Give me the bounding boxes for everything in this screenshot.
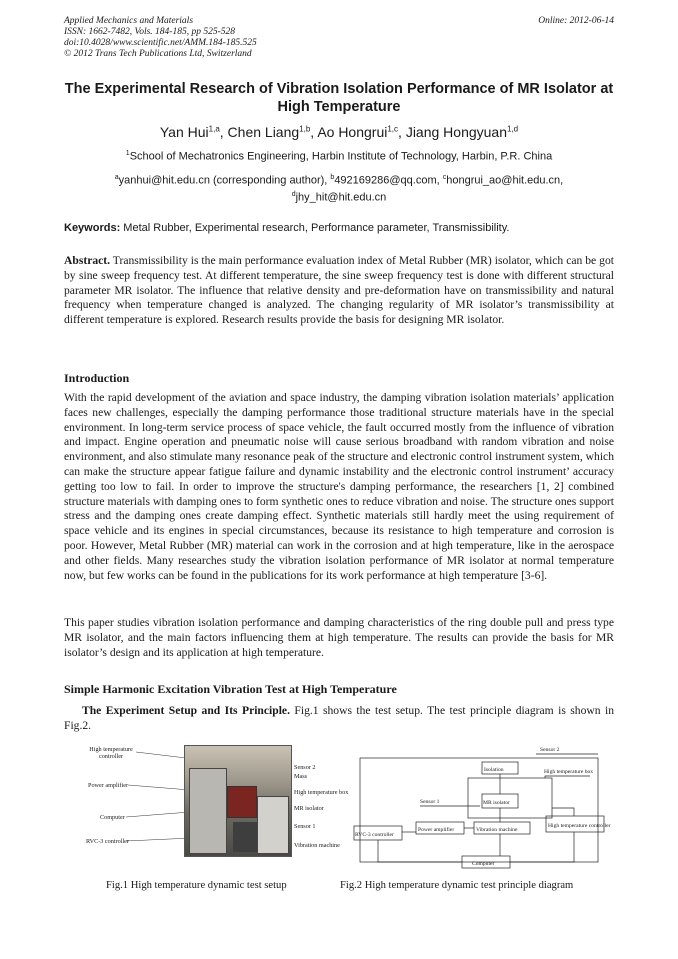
author-sup: 1,d: [507, 124, 519, 134]
fig2-label: High temperature box: [544, 769, 594, 775]
fig1-label: Power amplifier: [88, 782, 129, 789]
email-sup: a: [114, 174, 119, 181]
high-temp-box: [468, 778, 552, 818]
photo-shaker: [233, 822, 257, 852]
email-sup: c: [442, 174, 447, 181]
section-heading-introduction: Introduction: [64, 371, 130, 385]
doi-line: doi:10.4028/www.scientific.net/AMM.184-185.525: [64, 38, 257, 48]
figure-2-diagram: [350, 742, 614, 874]
journal-name: Applied Mechanics and Materials: [64, 16, 194, 26]
affiliation-sup: 1: [125, 150, 130, 157]
author-name: Chen Liang: [227, 124, 300, 140]
author-sup: 1,a: [208, 124, 220, 134]
fig1-label: Vibration machine: [294, 842, 340, 849]
section-heading-test: Simple Harmonic Excitation Vibration Test at High Temperature: [64, 682, 397, 696]
subsection-text: Fig.1 shows the test setup. The test principle diagram is shown in Fig.2.: [64, 704, 614, 732]
author-name: Jiang Hongyuan: [405, 124, 507, 140]
intro-paragraph-1: With the rapid development of the aviation and space industry, the damping vibration isolation materials’ application faces new challenges, especially the damping performance those traditional structure materials have in the special environment. In long-term service process of space vehicle, the fault occurred mostly from the influence of vibration and impact. Engine operation and pneumatic noise will cause serious broadband with random vibration and noise environment, and also stimulate many resonance peak of the structure and electronic control instrument system, which can make the structure appear fatigue failure and dynamic instability and the electronic control instrument’ accuracy getting too low to fail. In order to improve the structure's damping performance, the researchers [1, 2] combined structure materials with damping ones to form synthetic ones to reduce vibration and noise. The structure ones support stress and the damping ones create damping effect. Synthetic materials still hardly meet the using requirement of space vehicle and its engines in special circumstances, because its resistance to high temperature and corrosion is poor. However, Metal Rubber (MR) material can work in the corrosion and at high temperature, like in the aerospace and other fields. Many researches study the vibration isolation performance of MR isolator at normal temperature now, but few works can be found in the publications for its work performance at high temperature [3-6].: [64, 391, 614, 582]
photo-cabinet: [189, 768, 227, 854]
fig2-label: Power amplifier: [418, 827, 455, 833]
keywords-label: Keywords:: [64, 222, 121, 234]
subsection-label: The Experiment Setup and Its Principle.: [82, 704, 290, 717]
copyright-line: © 2012 Trans Tech Publications Ltd, Switzerland: [64, 49, 252, 59]
fig2-label: Isolation: [484, 767, 504, 773]
online-date: Online: 2012-06-14: [538, 16, 614, 26]
test-setup-photo: [184, 745, 292, 857]
photo-oven: [257, 796, 289, 854]
fig1-label: Mass: [294, 773, 308, 780]
fig1-label: Computer: [100, 814, 125, 821]
abstract-text: Transmissibility is the main performance evaluation index of Metal Rubber (MR) isolator, which can be got by sine sweep frequency test. At different temperature, the sine sweep frequency test is done with different structural parameter MR isolator. The influence that relative density and pre-deformation have on transmissibility and natural frequency when temperature changed is analyzed. The changing regularity of MR isolator’s transmissibility at different temperature is explored. Research results provide the basis for designing MR isolator.: [64, 254, 614, 327]
fig2-caption: Fig.2 High temperature dynamic test principle diagram: [340, 880, 574, 891]
author-name: Yan Hui: [159, 124, 209, 140]
fig1-label: Sensor 1: [294, 823, 316, 830]
fig1-label: RVC-3 controller: [86, 838, 129, 845]
email[interactable]: 492169286@qq.com,: [334, 174, 443, 187]
email-sup: b: [330, 174, 335, 181]
author-sup: 1,b: [299, 124, 311, 134]
fig2-label: Vibration machine: [476, 827, 518, 833]
paper-title: The Experimental Research of Vibration Isolation Performance of MR Isolator at High Temperature: [64, 81, 614, 115]
abstract-label: Abstract.: [64, 254, 111, 267]
photo-box: [227, 786, 257, 818]
author-list: Yan Hui$^{1,a}$, Chen Liang$^{1,b}$, Ao Hongrui$^{1,c}$, Jiang Hongyuan$^{1,d}$: [159, 124, 519, 140]
author-name: Ao Hongrui: [317, 124, 388, 140]
fig2-label: High temperature controller: [548, 823, 611, 829]
email-sup: d: [291, 190, 296, 198]
author-sup: 1,c: [387, 124, 399, 134]
fig2-label: Computer: [472, 861, 495, 867]
fig2-label: Sensor 2: [540, 747, 560, 753]
fig1-label: High temperature controller: [89, 746, 133, 760]
fig2-label: RVC-3 controller: [355, 832, 394, 838]
email[interactable]: jhy_hit@hit.edu.cn: [295, 191, 387, 204]
fig1-caption: Fig.1 High temperature dynamic test setup: [106, 880, 287, 891]
fig2-label: MR isolator: [483, 800, 510, 806]
issn-line: ISSN: 1662-7482, Vols. 184-185, pp 525-528: [64, 27, 235, 37]
intro-paragraph-2: This paper studies vibration isolation performance and damping characteristics of the ring double pull and press type MR isolator, and the main factors influencing them at high temperature. The results can provide the basis for MR isolator’s design and its application at high temperature.: [64, 616, 614, 659]
email[interactable]: hongrui_ao@hit.edu.cn,: [446, 174, 564, 187]
keywords-text: Metal Rubber, Experimental research, Performance parameter, Transmissibility.: [120, 222, 510, 234]
affiliation-text: School of Mechatronics Engineering, Harbin Institute of Technology, Harbin, P.R. China: [129, 150, 553, 163]
email[interactable]: yanhui@hit.edu.cn (corresponding author),: [118, 174, 331, 187]
fig1-label: High temperature box: [294, 789, 349, 796]
fig1-label: Sensor 2: [294, 764, 316, 771]
fig2-label: Sensor 1: [420, 799, 440, 805]
fig1-label: MR isolator: [294, 805, 324, 812]
